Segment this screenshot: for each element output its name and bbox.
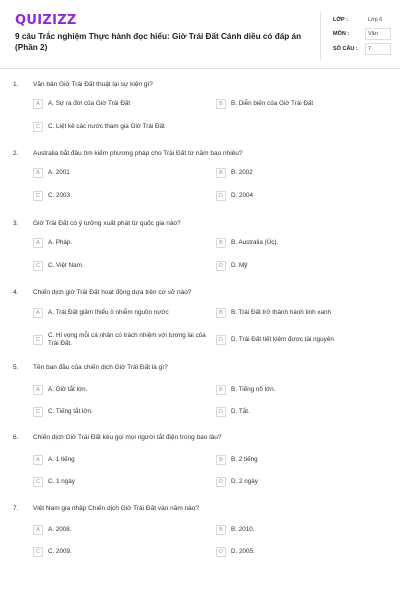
option-letter-box: D [216,407,226,417]
meta-subject-value: Văn [368,31,378,37]
option-letter-box: A [33,455,43,465]
option-d[interactable] [216,261,247,271]
option-letter-box: B [216,238,226,248]
option-text: B. Australia (Úc). [231,239,279,246]
option-c[interactable] [33,191,70,201]
option-b[interactable] [216,308,331,318]
option-text: A. 2001 [48,169,70,176]
option-a[interactable] [33,525,71,535]
option-letter-box: C [33,261,43,271]
option-b[interactable] [216,168,253,178]
option-text: D. Tắt. [231,408,250,415]
question-text: Australia bắt đầu tìm kiếm phương pháp cho Trái Đất từ năm bao nhiêu? [33,150,243,157]
option-a[interactable] [33,168,70,178]
worksheet-header [0,0,400,78]
option-text: B. 2 tiếng [231,456,258,463]
option-text: A. 1 tiếng [48,456,75,463]
question-number: 7. [13,505,19,512]
question-number: 3. [13,220,19,227]
option-letter-box: B [216,455,226,465]
option-letter-box: A [33,238,43,248]
question-text: Việt Nam gia nhập Chiến dịch Giờ Trái Đất vào năm nào? [33,505,200,512]
option-b[interactable] [216,99,313,109]
option-text: A. Giờ tắt lớn. [48,386,88,393]
option-letter-box: C [33,191,43,201]
option-text: C. Hi vọng mỗi cá nhân có trách nhiệm với tương lai của Trái Đất. [48,332,206,347]
option-letter-box: D [216,477,226,487]
meta-count-label: SỐ CÂU : [333,46,358,52]
option-text: C. Tiếng tắt lớn. [48,408,93,415]
option-text: B. Trái Đất trở thành hành tinh xanh [231,309,332,316]
question-number: 6. [13,434,19,441]
meta-subject [333,27,388,41]
question-number: 5. [13,364,19,371]
question-text: Giờ Trái Đất có ý tưởng xuất phát từ quốc gia nào? [33,220,181,227]
option-text: C. 2009. [48,548,72,555]
option-c[interactable] [33,477,75,487]
worksheet-title: 9 câu Trắc nghiệm Thực hành đọc hiểu: Giờ Trái Đất Cánh diều có đáp án (Phần 2) [15,32,302,52]
option-c[interactable] [33,261,84,271]
option-a[interactable] [33,455,75,465]
option-letter-box: D [216,191,226,201]
meta-class-label: LỚP : [333,17,348,23]
option-letter-box: D [216,261,226,271]
option-a[interactable] [33,308,169,318]
option-text: B. 2010. [231,526,255,533]
option-letter-box: C [33,547,43,557]
option-text: B. Tiếng nổ lớn. [231,386,276,393]
option-letter-box: D [216,547,226,557]
option-d[interactable] [216,477,258,487]
option-d[interactable] [216,191,253,201]
meta-divider [320,12,321,60]
option-c[interactable] [33,547,72,557]
option-text: C. Liệt kê các nước tham gia Giờ Trái Đất [48,123,165,130]
option-text: A. Sự ra đời của Giờ Trái Đất [48,100,131,107]
meta-class-value: Lớp 6 [368,17,383,23]
option-letter-box: A [33,99,43,109]
option-letter-box: C [33,407,43,417]
option-text: A. Trái Đất giảm thiểu ô nhiễm nguồn nước [48,309,169,316]
question-text: Chiến dịch Giờ Trái Đất kêu gọi mọi người tắt điện trong bao lâu? [33,434,222,441]
option-b[interactable] [216,455,258,465]
option-b[interactable] [216,525,254,535]
question-text: Văn bản Giờ Trái Đất thuật lại sự kiện gì? [33,81,153,88]
option-d[interactable] [216,335,334,345]
meta-count [333,42,388,56]
option-text: D. Trái Đất tiết kiệm được tài nguyên [231,336,334,343]
question-text: Chiến dịch giờ Trái Đất hoạt động dựa trên cơ sở nào? [33,289,192,296]
option-letter-box: D [216,335,226,345]
option-letter-box: B [216,308,226,318]
option-d[interactable] [216,407,250,417]
option-text: B. 2002 [231,169,253,176]
option-text: C. Việt Nam. [48,262,84,269]
option-letter-box: C [33,122,43,132]
option-letter-box: A [33,308,43,318]
option-c[interactable] [33,332,208,348]
option-letter-box: C [33,335,43,345]
question-number: 1. [13,81,19,88]
option-d[interactable] [216,547,255,557]
option-letter-box: A [33,168,43,178]
question-number: 2. [13,150,19,157]
option-text: A. 2008. [48,526,72,533]
option-letter-box: A [33,385,43,395]
option-a[interactable] [33,99,130,109]
option-b[interactable] [216,238,278,248]
option-text: C. 1 ngày [48,478,75,485]
option-letter-box: B [216,168,226,178]
header-divider [0,68,400,69]
meta-subject-label: MÔN : [333,31,350,37]
option-a[interactable] [33,238,72,248]
option-text: D. 2005. [231,548,255,555]
option-letter-box: B [216,99,226,109]
quizizz-logo: QUIZIZZ [15,13,77,28]
option-text: A. Pháp. [48,239,73,246]
option-text: B. Diễn biến của Giờ Trái Đất [231,100,314,107]
option-letter-box: B [216,385,226,395]
option-letter-box: A [33,525,43,535]
option-text: C. 2003 [48,192,71,199]
option-c[interactable] [33,122,165,132]
option-c[interactable] [33,407,93,417]
option-a[interactable] [33,385,87,395]
question-number: 4. [13,289,19,296]
meta-count-value: 7 [368,46,372,52]
option-text: D. 2 ngày [231,478,258,485]
option-letter-box: B [216,525,226,535]
option-b[interactable] [216,385,275,395]
option-letter-box: C [33,477,43,487]
question-text: Tên ban đầu của chiến dịch Giờ Trái Đất là gì? [33,364,168,371]
option-text: D. Mỹ [231,262,248,269]
meta-class [333,13,388,27]
option-text: D. 2004 [231,192,254,199]
